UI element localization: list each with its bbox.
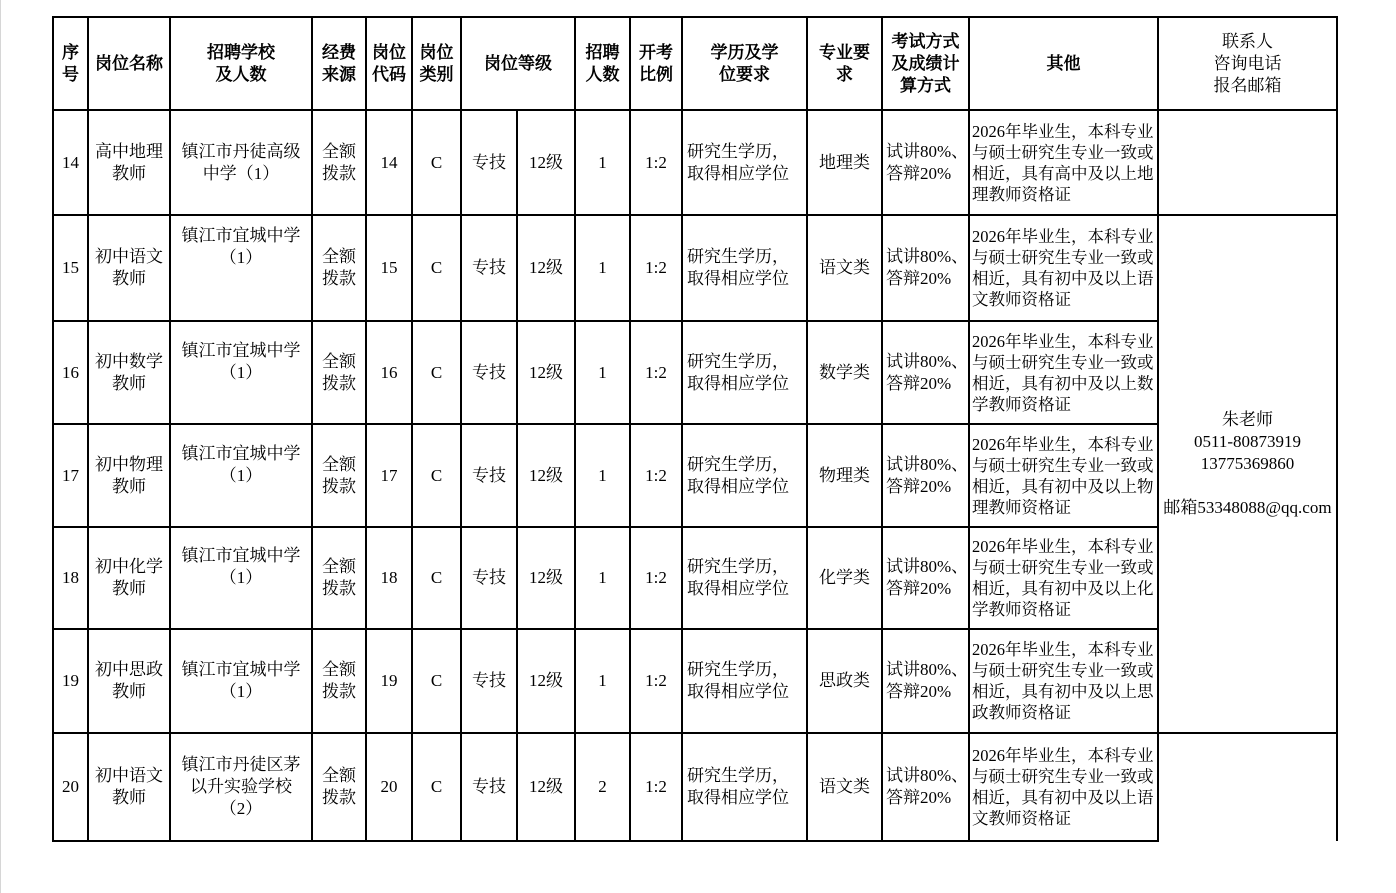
- cell-school: 镇江市宜城中学 （1）: [170, 321, 312, 424]
- cell-position-category: C: [412, 527, 461, 629]
- cell-grade-level: 12级: [517, 527, 575, 629]
- header-position-code: 岗位 代码: [366, 17, 412, 110]
- cell-major: 语文类: [807, 215, 882, 321]
- cell-position-category: C: [412, 629, 461, 733]
- cell-education: 研究生学历， 取得相应学位: [682, 629, 807, 733]
- cell-position-name: 初中化学 教师: [88, 527, 170, 629]
- cell-major: 化学类: [807, 527, 882, 629]
- cell-exam-method: 试讲80%、 答辩20%: [882, 215, 969, 321]
- cell-major: 数学类: [807, 321, 882, 424]
- cell-exam-ratio: 1:2: [630, 321, 682, 424]
- cell-exam-ratio: 1:2: [630, 215, 682, 321]
- cell-exam-ratio: 1:2: [630, 629, 682, 733]
- header-school: 招聘学校 及人数: [170, 17, 312, 110]
- cell-seq: 20: [53, 733, 88, 841]
- page-edge-divider: [0, 0, 1, 893]
- cell-grade-type: 专技: [461, 733, 517, 841]
- cell-other: 2026年毕业生，本科专业 与硕士研究生专业一致或 相近，具有初中及以上思 政教师资格证: [969, 629, 1158, 733]
- cell-other: 2026年毕业生，本科专业 与硕士研究生专业一致或 相近，具有初中及以上物 理教师资格证: [969, 424, 1158, 527]
- cell-grade-level: 12级: [517, 321, 575, 424]
- cell-major: 思政类: [807, 629, 882, 733]
- cell-exam-ratio: 1:2: [630, 527, 682, 629]
- cell-seq: 19: [53, 629, 88, 733]
- cell-exam-ratio: 1:2: [630, 110, 682, 215]
- cell-other: 2026年毕业生，本科专业 与硕士研究生专业一致或 相近，具有初中及以上语 文教师资格证: [969, 733, 1158, 841]
- cell-school: 镇江市丹徒高级 中学（1）: [170, 110, 312, 215]
- cell-position-category: C: [412, 733, 461, 841]
- cell-grade-level: 12级: [517, 629, 575, 733]
- table-row: [53, 321, 1337, 424]
- cell-hire-count: 1: [575, 110, 630, 215]
- cell-hire-count: 1: [575, 321, 630, 424]
- cell-hire-count: 1: [575, 527, 630, 629]
- cell-exam-method: 试讲80%、 答辩20%: [882, 733, 969, 841]
- cell-major: 地理类: [807, 110, 882, 215]
- cell-position-name: 初中语文 教师: [88, 215, 170, 321]
- table-row: [53, 424, 1337, 527]
- cell-funding: 全额 拨款: [312, 321, 366, 424]
- cell-position-code: 18: [366, 527, 412, 629]
- cell-education: 研究生学历， 取得相应学位: [682, 424, 807, 527]
- cell-position-code: 19: [366, 629, 412, 733]
- cell-position-category: C: [412, 424, 461, 527]
- cell-position-category: C: [412, 215, 461, 321]
- cell-funding: 全额 拨款: [312, 629, 366, 733]
- recruitment-table: [52, 16, 1338, 842]
- cell-grade-level: 12级: [517, 215, 575, 321]
- cell-exam-method: 试讲80%、 答辩20%: [882, 321, 969, 424]
- cell-grade-type: 专技: [461, 527, 517, 629]
- header-seq: 序 号: [53, 17, 88, 110]
- cell-seq: 14: [53, 110, 88, 215]
- cell-exam-method: 试讲80%、 答辩20%: [882, 629, 969, 733]
- cell-hire-count: 1: [575, 424, 630, 527]
- cell-seq: 16: [53, 321, 88, 424]
- cell-other: 2026年毕业生，本科专业 与硕士研究生专业一致或 相近，具有初中及以上语 文教师资格证: [969, 215, 1158, 321]
- header-position-grade: 岗位等级: [461, 17, 575, 110]
- cell-contact-empty: [1158, 110, 1337, 215]
- cell-position-name: 初中思政 教师: [88, 629, 170, 733]
- cell-position-name: 初中语文 教师: [88, 733, 170, 841]
- cell-position-category: C: [412, 110, 461, 215]
- cell-exam-method: 试讲80%、 答辩20%: [882, 424, 969, 527]
- header-major: 专业要 求: [807, 17, 882, 110]
- cell-other: 2026年毕业生，本科专业 与硕士研究生专业一致或 相近，具有初中及以上数 学教师资格证: [969, 321, 1158, 424]
- cell-contact-empty: [1158, 733, 1337, 841]
- header-exam-ratio: 开考 比例: [630, 17, 682, 110]
- cell-position-code: 20: [366, 733, 412, 841]
- cell-school: 镇江市宜城中学 （1）: [170, 215, 312, 321]
- cell-exam-ratio: 1:2: [630, 424, 682, 527]
- cell-exam-method: 试讲80%、 答辩20%: [882, 110, 969, 215]
- cell-education: 研究生学历， 取得相应学位: [682, 321, 807, 424]
- cell-exam-method: 试讲80%、 答辩20%: [882, 527, 969, 629]
- table-row: [53, 110, 1337, 215]
- cell-hire-count: 2: [575, 733, 630, 841]
- cell-other: 2026年毕业生，本科专业 与硕士研究生专业一致或 相近，具有高中及以上地 理教师资格证: [969, 110, 1158, 215]
- header-contact: 联系人 咨询电话 报名邮箱: [1158, 17, 1337, 110]
- contact-mobile: 13775369860: [1200, 454, 1295, 473]
- cell-hire-count: 1: [575, 215, 630, 321]
- cell-grade-type: 专技: [461, 110, 517, 215]
- cell-seq: 15: [53, 215, 88, 321]
- cell-seq: 17: [53, 424, 88, 527]
- header-position-category: 岗位 类别: [412, 17, 461, 110]
- header-row: [53, 17, 1337, 110]
- header-funding: 经费 来源: [312, 17, 366, 110]
- cell-grade-level: 12级: [517, 424, 575, 527]
- cell-position-code: 16: [366, 321, 412, 424]
- table-row: [53, 629, 1337, 733]
- cell-position-code: 17: [366, 424, 412, 527]
- cell-grade-level: 12级: [517, 110, 575, 215]
- cell-position-category: C: [412, 321, 461, 424]
- cell-position-name: 初中数学 教师: [88, 321, 170, 424]
- table-row: [53, 215, 1337, 321]
- cell-grade-type: 专技: [461, 629, 517, 733]
- contact-phone: 0511-80873919: [1193, 432, 1302, 451]
- cell-funding: 全额 拨款: [312, 527, 366, 629]
- cell-grade-level: 12级: [517, 733, 575, 841]
- cell-exam-ratio: 1:2: [630, 733, 682, 841]
- contact-spacer: [1159, 475, 1336, 497]
- cell-school: 镇江市宜城中学 （1）: [170, 424, 312, 527]
- cell-position-code: 14: [366, 110, 412, 215]
- header-education: 学历及学 位要求: [682, 17, 807, 110]
- cell-grade-type: 专技: [461, 215, 517, 321]
- cell-education: 研究生学历， 取得相应学位: [682, 733, 807, 841]
- header-other: 其他: [969, 17, 1158, 110]
- cell-grade-type: 专技: [461, 321, 517, 424]
- cell-school: 镇江市宜城中学 （1）: [170, 629, 312, 733]
- cell-major: 物理类: [807, 424, 882, 527]
- contact-name: 朱老师: [1222, 410, 1273, 429]
- cell-education: 研究生学历， 取得相应学位: [682, 215, 807, 321]
- cell-funding: 全额 拨款: [312, 733, 366, 841]
- cell-other: 2026年毕业生，本科专业 与硕士研究生专业一致或 相近，具有初中及以上化 学教师资格证: [969, 527, 1158, 629]
- cell-education: 研究生学历， 取得相应学位: [682, 527, 807, 629]
- table-row: [53, 527, 1337, 629]
- header-hire-count: 招聘 人数: [575, 17, 630, 110]
- cell-position-name: 高中地理 教师: [88, 110, 170, 215]
- cell-funding: 全额 拨款: [312, 424, 366, 527]
- table-row: [53, 733, 1337, 841]
- contact-info: [1158, 215, 1337, 733]
- header-position-name: 岗位名称: [88, 17, 170, 110]
- cell-grade-type: 专技: [461, 424, 517, 527]
- cell-funding: 全额 拨款: [312, 215, 366, 321]
- cell-education: 研究生学历， 取得相应学位: [682, 110, 807, 215]
- cell-seq: 18: [53, 527, 88, 629]
- cell-position-name: 初中物理 教师: [88, 424, 170, 527]
- cell-funding: 全额 拨款: [312, 110, 366, 215]
- contact-email: 邮箱53348088@qq.com: [1163, 498, 1332, 517]
- header-exam-method: 考试方式 及成绩计 算方式: [882, 17, 969, 110]
- cell-school: 镇江市宜城中学 （1）: [170, 527, 312, 629]
- cell-hire-count: 1: [575, 629, 630, 733]
- cell-school: 镇江市丹徒区茅 以升实验学校 （2）: [170, 733, 312, 841]
- cell-position-code: 15: [366, 215, 412, 321]
- cell-major: 语文类: [807, 733, 882, 841]
